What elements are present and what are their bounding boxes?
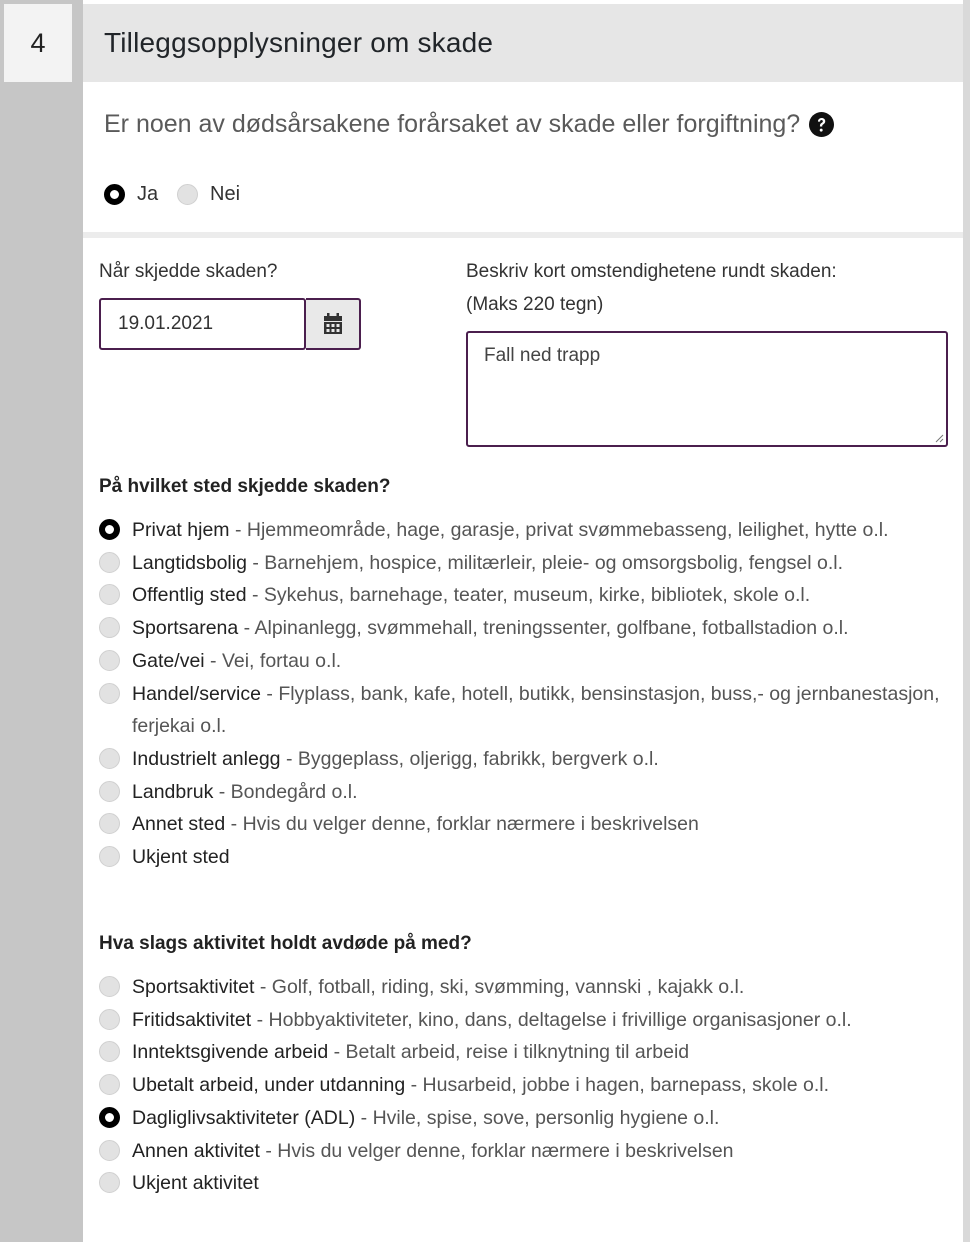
step-number: 4: [4, 4, 72, 82]
radio-option[interactable]: [99, 1036, 949, 1069]
option-name: Handel/service: [132, 682, 261, 705]
radio-option[interactable]: [99, 841, 949, 874]
radio-option-text: [132, 645, 949, 678]
radio-button[interactable]: [99, 683, 120, 704]
radio-ja-label: Ja: [137, 183, 159, 205]
radio-option-text: [132, 1167, 949, 1200]
radio-option[interactable]: [99, 579, 949, 612]
radio-nei-label: Nei: [210, 183, 241, 205]
radio-option[interactable]: [99, 1069, 949, 1102]
radio-option[interactable]: [99, 678, 949, 743]
right-edge: [963, 0, 970, 1242]
option-description: - Bondegård o.l.: [213, 780, 358, 803]
radio-button[interactable]: [99, 813, 120, 834]
radio-ja-button[interactable]: [104, 184, 125, 205]
option-name: Industrielt anlegg: [132, 747, 281, 770]
location-options: [99, 514, 949, 874]
option-description: - Golf, fotball, riding, ski, svømming, vannski , kajakk o.l.: [254, 976, 745, 998]
radio-option[interactable]: [99, 645, 949, 678]
radio-button[interactable]: [99, 1140, 120, 1161]
radio-option-text: [132, 776, 949, 809]
option-name: Ukjent sted: [132, 846, 230, 869]
radio-nei[interactable]: [177, 183, 240, 206]
radio-ja[interactable]: [104, 183, 158, 206]
radio-button[interactable]: [99, 748, 120, 769]
radio-option-text: [132, 841, 949, 874]
option-name: Annet sted: [132, 813, 226, 836]
radio-button[interactable]: [99, 552, 120, 573]
radio-option-text: [132, 971, 949, 1004]
radio-button[interactable]: [99, 1107, 120, 1128]
date-picker: [99, 298, 361, 350]
activity-title: Hva slags aktivitet holdt avdøde på med?: [99, 933, 472, 954]
radio-option[interactable]: [99, 776, 949, 809]
description-limit: (Maks 220 tegn): [466, 294, 604, 315]
option-name: Ubetalt arbeid, under utdanning: [132, 1074, 406, 1097]
injury-question-text: Er noen av dødsårsakene forårsaket av skade eller forgiftning?: [104, 110, 801, 138]
radio-button[interactable]: [99, 781, 120, 802]
option-name: Dagliglivsaktiviteter (ADL): [132, 1106, 356, 1129]
question-circle-icon[interactable]: [809, 112, 834, 137]
description-value: Fall ned trapp: [484, 345, 601, 366]
radio-option-text: [132, 547, 949, 580]
radio-option[interactable]: [99, 514, 949, 547]
radio-nei-button[interactable]: [177, 184, 198, 205]
radio-button[interactable]: [99, 617, 120, 638]
option-description: - Hjemmeområde, hage, garasje, privat svømmebasseng, leilighet, hytte o.l.: [229, 519, 889, 541]
radio-button[interactable]: [99, 519, 120, 540]
radio-option-text: [132, 678, 949, 743]
description-label: Beskriv kort omstendighetene rundt skaden:: [466, 261, 837, 282]
description-textarea[interactable]: [466, 331, 948, 447]
radio-option[interactable]: [99, 612, 949, 645]
radio-option-text: [132, 808, 949, 841]
radio-option[interactable]: [99, 1167, 949, 1200]
radio-option-text: [132, 1069, 949, 1102]
radio-button[interactable]: [99, 650, 120, 671]
radio-button[interactable]: [99, 846, 120, 867]
option-name: Inntektsgivende arbeid: [132, 1041, 329, 1064]
option-name: Fritidsaktivitet: [132, 1008, 252, 1031]
option-description: - Sykehus, barnehage, teater, museum, kirke, bibliotek, skole o.l.: [246, 584, 811, 607]
option-name: Privat hjem: [132, 519, 230, 541]
option-description: - Alpinanlegg, svømmehall, treningssenter, golfbane, fotballstadion o.l.: [238, 617, 849, 640]
form-panel: [83, 0, 970, 1242]
left-gutter: [0, 0, 83, 1242]
radio-option-text: [132, 1102, 949, 1135]
option-description: - Hvis du velger denne, forklar nærmere i beskrivelsen: [259, 1139, 734, 1162]
calendar-icon: [323, 313, 343, 335]
radio-option-text: [132, 1135, 949, 1168]
radio-button[interactable]: [99, 1074, 120, 1095]
option-name: Ukjent aktivitet: [132, 1172, 259, 1195]
activity-options: [99, 971, 949, 1200]
radio-option[interactable]: [99, 1004, 949, 1037]
option-name: Langtidsbolig: [132, 551, 247, 574]
option-description: - Flyplass, bank, kafe, hotell, butikk, bensinstasjon, buss,- og jernbanestasjon, ferjekai o.l.: [132, 682, 940, 738]
radio-option-text: [132, 743, 949, 776]
radio-option[interactable]: [99, 971, 949, 1004]
option-description: - Vei, fortau o.l.: [204, 649, 342, 672]
radio-option[interactable]: [99, 743, 949, 776]
radio-button[interactable]: [99, 1172, 120, 1193]
date-input[interactable]: 19.01.2021: [99, 298, 306, 350]
location-title: På hvilket sted skjedde skaden?: [99, 476, 391, 497]
option-description: - Husarbeid, jobbe i hagen, barnepass, skole o.l.: [405, 1074, 830, 1097]
option-description: - Hvile, spise, sove, personlig hygiene o.l.: [355, 1106, 720, 1129]
option-name: Offentlig sted: [132, 584, 247, 607]
option-name: Annen aktivitet: [132, 1139, 260, 1162]
resize-grip-icon[interactable]: [934, 433, 944, 443]
option-description: - Barnehjem, hospice, militærleir, pleie- og omsorgsbolig, fengsel o.l.: [246, 551, 844, 574]
radio-option-text: [132, 579, 949, 612]
radio-option[interactable]: [99, 1135, 949, 1168]
radio-button[interactable]: [99, 584, 120, 605]
radio-button[interactable]: [99, 976, 120, 997]
calendar-button[interactable]: [306, 298, 361, 350]
section-header: Tilleggsopplysninger om skade: [83, 4, 963, 82]
option-name: Sportsarena: [132, 617, 239, 640]
radio-button[interactable]: [99, 1009, 120, 1030]
divider: [83, 232, 963, 238]
option-description: - Betalt arbeid, reise i tilknytning til arbeid: [328, 1041, 690, 1064]
option-name: Gate/vei: [132, 649, 205, 672]
injury-question: [104, 110, 834, 139]
radio-option[interactable]: [99, 1102, 949, 1135]
radio-option-text: [132, 612, 949, 645]
radio-option-text: [132, 1036, 949, 1069]
option-name: Sportsaktivitet: [132, 976, 255, 998]
option-description: - Hvis du velger denne, forklar nærmere i beskrivelsen: [225, 813, 699, 836]
radio-option-text: [132, 514, 949, 547]
radio-option-text: [132, 1004, 949, 1037]
date-label: Når skjedde skaden?: [99, 261, 278, 282]
option-description: - Byggeplass, oljerigg, fabrikk, bergverk o.l.: [280, 747, 659, 770]
radio-option[interactable]: [99, 808, 949, 841]
radio-button[interactable]: [99, 1041, 120, 1062]
option-description: - Hobbyaktiviteter, kino, dans, deltagelse i frivillige organisasjoner o.l.: [251, 1008, 852, 1031]
option-name: Landbruk: [132, 780, 214, 803]
radio-option[interactable]: [99, 547, 949, 580]
